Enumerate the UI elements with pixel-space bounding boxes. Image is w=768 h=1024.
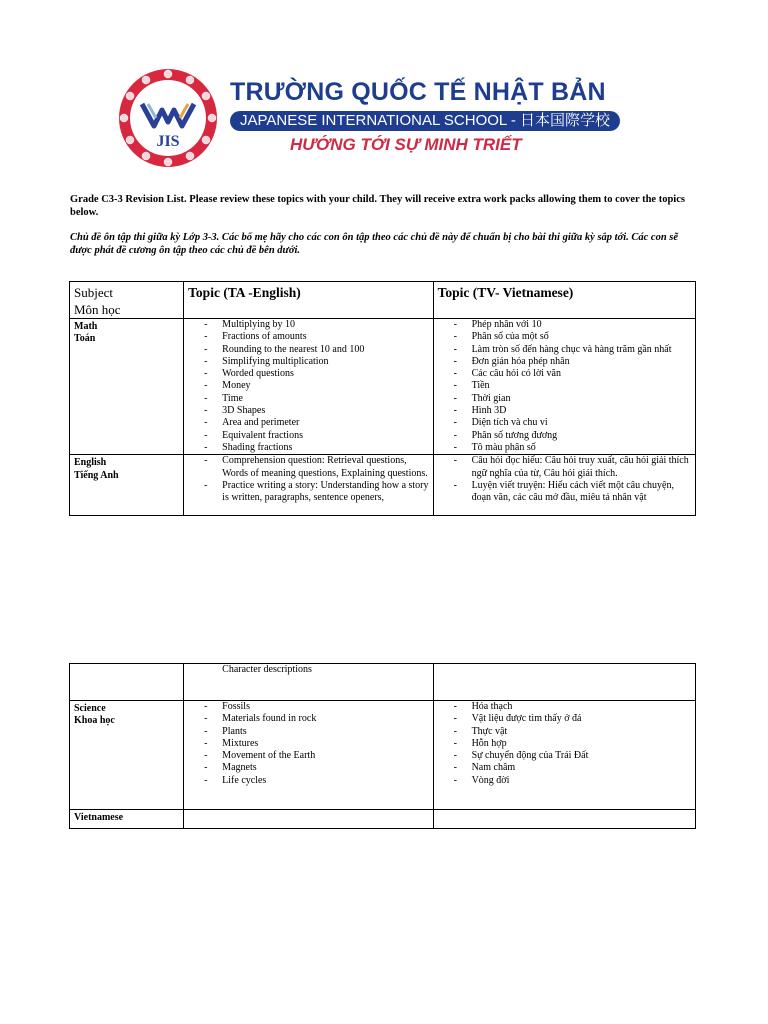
list-item: - Multiplying by 10 bbox=[222, 319, 428, 331]
list-item: - Worded questions bbox=[222, 368, 428, 380]
list-item: - Movement of the Earth bbox=[222, 750, 428, 762]
subject-vietnamese: Vietnamese bbox=[70, 810, 184, 829]
table-row-vietnamese bbox=[70, 810, 696, 829]
empty-cell bbox=[433, 664, 695, 701]
list-item: - Money bbox=[222, 380, 428, 392]
list-item: - Magnets bbox=[222, 762, 428, 774]
list-item: - Life cycles bbox=[222, 775, 428, 787]
table-row-math bbox=[70, 319, 696, 455]
empty-cell bbox=[433, 810, 695, 829]
revision-table bbox=[69, 281, 696, 516]
empty-cell bbox=[184, 810, 433, 829]
list-item: - Hóa thạch bbox=[472, 701, 691, 713]
school-name: TRƯỜNG QUỐC TẾ NHẬT BẢN bbox=[230, 78, 606, 106]
list-item: - Hỗn hợp bbox=[472, 738, 691, 750]
math-topics-english bbox=[184, 319, 433, 455]
list-item: - Luyện viết truyện: Hiểu cách viết một câu chuyện, đoạn văn, các câu mở đầu, miêu tả nhân vật bbox=[472, 480, 691, 505]
table-header-row bbox=[70, 282, 696, 319]
revision-table-continued bbox=[69, 663, 696, 829]
list-item: - Sự chuyển động của Trái Đất bbox=[472, 750, 691, 762]
list-item: - Comprehension question: Retrieval questions, Words of meaning questions, Explaining questions. bbox=[222, 455, 428, 480]
list-item: - Area and perimeter bbox=[222, 417, 428, 429]
list-item: - Vòng đời bbox=[472, 775, 691, 787]
list-item: - Tiền bbox=[472, 380, 691, 392]
list-item: - Câu hỏi đọc hiểu: Câu hỏi truy xuất, câu hỏi giải thích ngữ nghĩa của từ, Câu hỏi giải thích. bbox=[472, 455, 691, 480]
list-item: - Hình 3D bbox=[472, 405, 691, 417]
intro-section bbox=[70, 193, 700, 257]
subject-math: Math Toán bbox=[70, 319, 184, 455]
subject-science: Science Khoa học bbox=[70, 701, 184, 810]
empty-cell bbox=[70, 664, 184, 701]
list-item: - Equivalent fractions bbox=[222, 430, 428, 442]
list-item: - Các câu hỏi có lời văn bbox=[472, 368, 691, 380]
list-item: - Phân số tương đương bbox=[472, 430, 691, 442]
list-item: - Fractions of amounts bbox=[222, 331, 428, 343]
subject-english: English Tiếng Anh bbox=[70, 455, 184, 516]
list-item: - Mixtures bbox=[222, 738, 428, 750]
list-item: - Diện tích và chu vi bbox=[472, 417, 691, 429]
list-item: - Plants bbox=[222, 726, 428, 738]
list-item: - Làm tròn số đến hàng chục và hàng trăm gần nhất bbox=[472, 344, 691, 356]
science-topics-vietnamese bbox=[433, 701, 695, 810]
logo-text: JIS bbox=[156, 133, 180, 150]
list-item: - Materials found in rock bbox=[222, 713, 428, 725]
list-item: - Time bbox=[222, 393, 428, 405]
list-item: - Thời gian bbox=[472, 393, 691, 405]
list-item: - Rounding to the nearest 10 and 100 bbox=[222, 344, 428, 356]
science-topics-english bbox=[184, 701, 433, 810]
english-topics-vietnamese bbox=[433, 455, 695, 516]
list-item: - 3D Shapes bbox=[222, 405, 428, 417]
list-item: - Fossils bbox=[222, 701, 428, 713]
english-topics-continued: Character descriptions bbox=[184, 664, 433, 701]
math-topics-vietnamese bbox=[433, 319, 695, 455]
intro-vietnamese: Chủ đề ôn tập thi giữa kỳ Lớp 3-3. Các bố mẹ hãy cho các con ôn tập theo các chủ đề này để chuẩn bị cho bài thi giữa kỳ sắp tới. Các con sẽ được phát đề cương ôn tập theo các chủ đề bên dưới. bbox=[70, 232, 679, 256]
list-item: - Shading fractions bbox=[222, 442, 428, 454]
table-row-science bbox=[70, 701, 696, 810]
list-item: - Simplifying multiplication bbox=[222, 356, 428, 368]
table-row-english bbox=[70, 455, 696, 516]
list-item: - Đơn giản hóa phép nhân bbox=[472, 356, 691, 368]
list-item: - Tô màu phân số bbox=[472, 442, 691, 454]
header-topic-vietnamese: Topic (TV- Vietnamese) bbox=[433, 282, 695, 319]
list-item: - Phép nhân với 10 bbox=[472, 319, 691, 331]
school-logo bbox=[118, 68, 218, 168]
header-topic-english: Topic (TA -English) bbox=[184, 282, 433, 319]
list-item: - Vật liệu được tìm thấy ở đá bbox=[472, 713, 691, 725]
list-item: - Practice writing a story: Understanding how a story is written, paragraphs, sentence openers, bbox=[222, 480, 428, 505]
header-subject: Subject Môn học bbox=[70, 282, 184, 319]
school-name-english: JAPANESE INTERNATIONAL SCHOOL - 日本国際学校 bbox=[230, 111, 620, 131]
list-item: - Nam châm bbox=[472, 762, 691, 774]
school-motto: HƯỚNG TỚI SỰ MINH TRIẾT bbox=[290, 135, 522, 154]
list-item: - Phân số của một số bbox=[472, 331, 691, 343]
english-topics-english bbox=[184, 455, 433, 516]
table-row-english-continued bbox=[70, 664, 696, 701]
intro-english: Grade C3-3 Revision List. Please review these topics with your child. They will receive extra work packs allowing them to cover the topics below. bbox=[70, 194, 685, 218]
list-item: - Thực vật bbox=[472, 726, 691, 738]
